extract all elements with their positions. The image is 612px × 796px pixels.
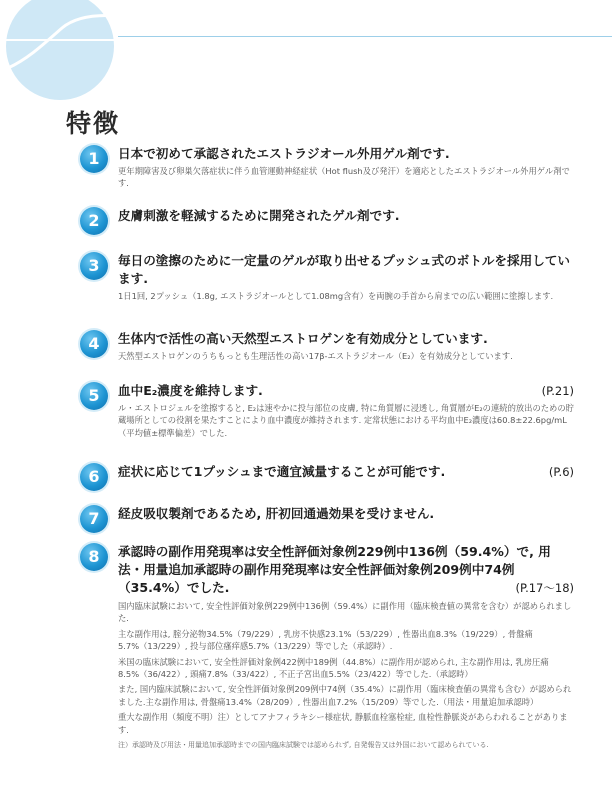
page-title: 特徴 [66,109,121,138]
decorative-circle-logo [0,0,120,110]
item-number-badge: 6 [80,463,108,491]
item-heading [118,382,574,400]
item-heading-text: 承認時の副作用発現率は安全性評価対象例229例中136例（59.4%）で, 用法・用量追加承認時の副作用発現率は安全性評価対象例209例中74例（35.4%）でした. [118,544,551,595]
description-paragraph: 米国の臨床試験において, 安全性評価対象例422例中189例（44.8%）に副作用が認められ, 主な副作用は, 乳房圧痛8.5%（36/422）, 頭痛7.8%（33/422）, 不正子宮出血5.5%（23/422）等でした.（承認時） [118,656,549,680]
header-rule [118,36,612,37]
item-heading: 毎日の塗擦のために一定量のゲルが取り出せるプッシュ式のボトルを採用しています. [118,253,570,286]
item-heading [118,543,574,597]
item-number-badge: 1 [80,145,108,173]
item-heading: 皮膚刺激を軽減するために開発されたゲル剤です. [118,208,400,223]
item-description: ル・エストロジェルを塗擦すると, E₂は速やかに投与部位の皮膚, 特に角質層に浸透し, 角質層がE₂の連続的放出のための貯蔵場所としての役割を果たすことにより血中濃度が維持されます. 定常状態における平均血中E₂濃度は60.8±22.6pg/mL（平均値±標準偏差）でした. [118,403,574,438]
description-paragraph: また, 国内臨床試験において, 安全性評価対象例209例中74例（35.4%）に副作用（臨床検査値の異常も含む）が認められました.主な副作用は, 骨盤痛13.4%（28/209）, 性器出血7.2%（15/209）等でした.（用法・用量追加承認時） [118,684,572,707]
item-heading: 生体内で活性の高い天然型エストロゲンを有効成分としています. [118,331,488,346]
item-number-badge: 5 [80,382,108,410]
item-number-badge: 4 [80,330,108,358]
item-heading: 日本で初めて承認されたエストラジオール外用ゲル剤です. [118,146,450,161]
description-paragraph: 主な副作用は, 腟分泌物34.5%（79/229）, 乳房不快感23.1%（53/229）, 性器出血8.3%（19/229）, 骨盤痛5.7%（13/229）, 投与部位瘙痒感5.7%（13/229）等でした（承認時）. [118,628,533,652]
item-number-badge: 2 [80,207,108,235]
item-number-badge: 8 [80,543,108,571]
item-heading: 経皮吸収製剤であるため, 肝初回通過効果を受けません. [118,506,435,521]
item-description [118,600,574,751]
description-paragraph: 重大な副作用（頻度不明）注）としてアナフィラキシー様症状, 静脈血栓塞栓症, 血栓性静脈炎があらわれることがあります. [118,712,568,735]
item-number-badge: 3 [80,252,108,280]
item-description: 1日1回, 2プッシュ（1.8g, エストラジオールとして1.08mg含有）を両腕の手首から肩までの広い範囲に塗擦します. [118,291,554,301]
page-reference: (P.21) [541,384,574,398]
item-heading-text: 症状に応じて1プッシュまで適宜減量することが可能です. [118,464,446,479]
footnote: 注）承認時及び用法・用量追加承認時までの国内臨床試験では認められず, 自発報告又は外国において認められている. [118,741,489,750]
item-description: 更年期障害及び卵巣欠落症状に伴う血管運動神経症状（Hot flush及び発汗）を適応としたエストラジオール外用ゲル剤です. [118,166,570,189]
description-paragraph: 国内臨床試験において, 安全性評価対象例229例中136例（59.4%）に副作用（臨床検査値の異常を含む）が認められました. [118,601,572,624]
item-heading-text: 血中E₂濃度を維持します. [118,383,263,398]
item-number-badge: 7 [80,505,108,533]
page-reference: (P.6) [548,465,574,479]
item-description: 天然型エストロゲンのうちもっとも生理活性の高い17β-エストラジオール（E₂）を有効成分としています. [118,351,513,361]
item-heading [118,463,574,481]
page-reference: (P.17〜18) [515,581,574,595]
